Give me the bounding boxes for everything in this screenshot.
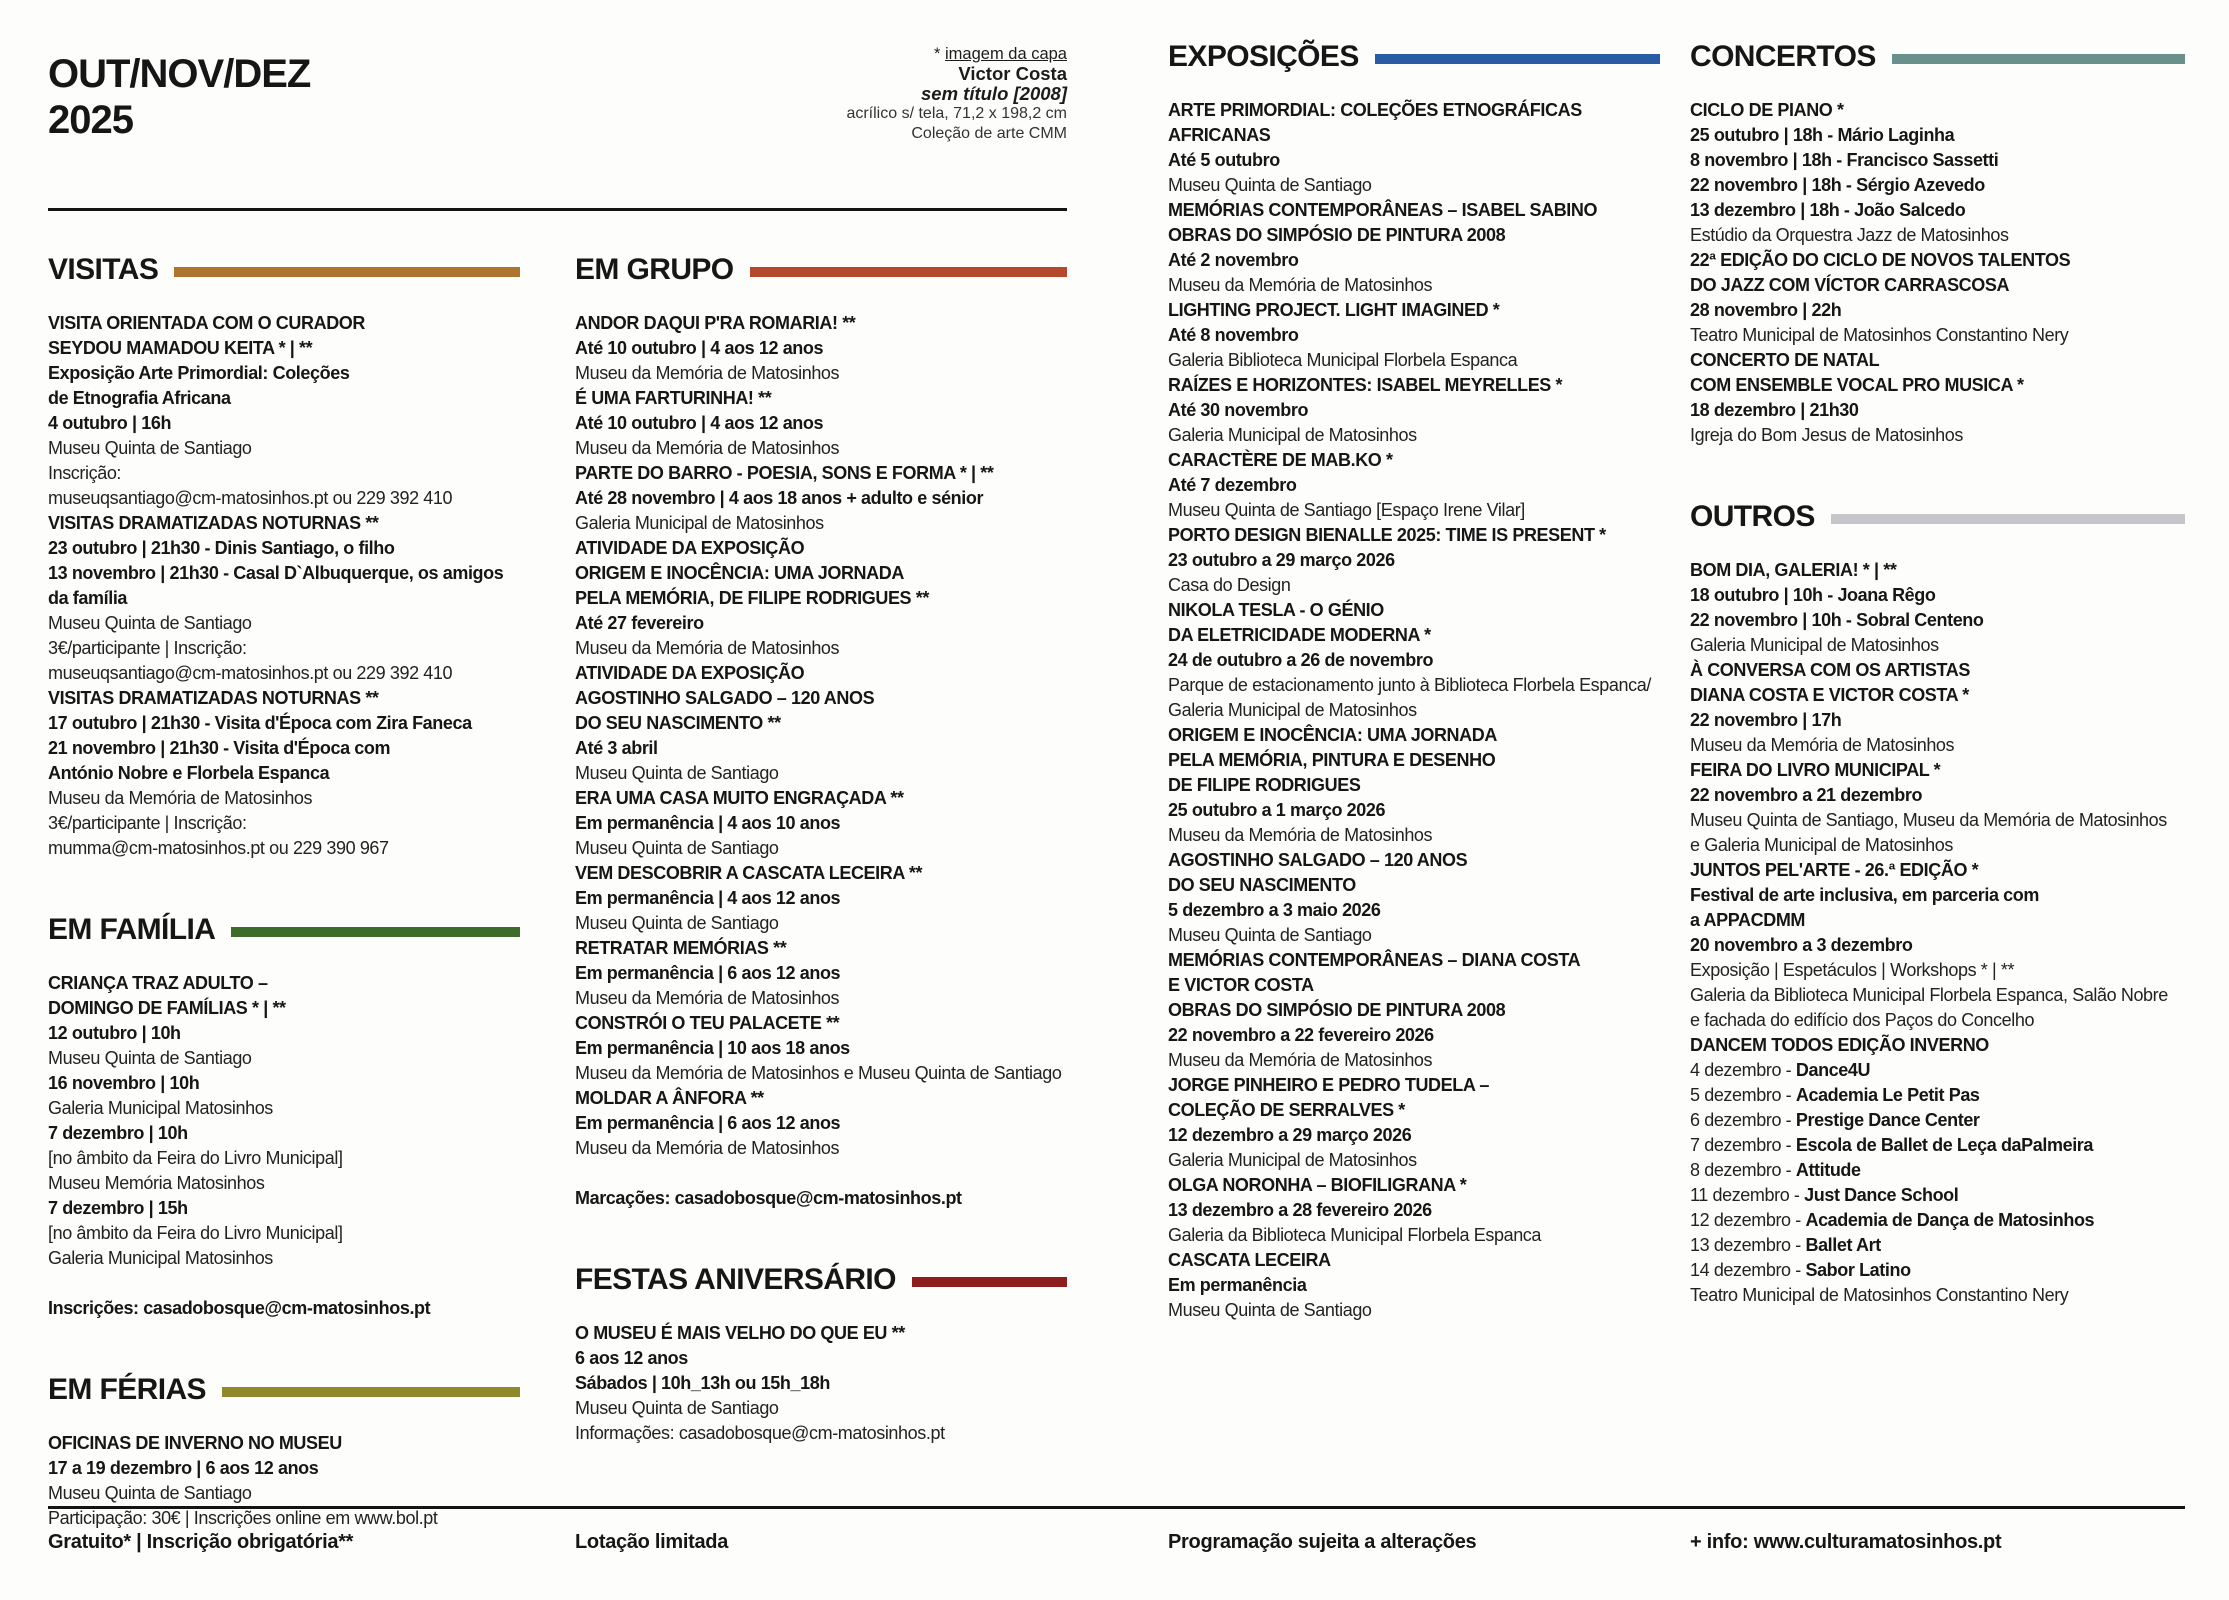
text-line: 3€/participante | Inscrição: (48, 813, 247, 833)
text-line: DO JAZZ COM VÍCTOR CARRASCOSA (1690, 275, 2010, 295)
section-heading-outros (1690, 500, 2185, 534)
text-line: e Galeria Municipal de Matosinhos (1690, 835, 1953, 855)
text-segment-bold: Attitude (1795, 1160, 1861, 1180)
text-line: Museu Quinta de Santiago (48, 1048, 252, 1068)
text-line: 4 outubro | 16h (48, 413, 172, 433)
text-line: RAÍZES E HORIZONTES: ISABEL MEYRELLES * (1168, 375, 1563, 395)
text-line: e fachada do edifício dos Paços do Concelho (1690, 1010, 2035, 1030)
text-line: Estúdio da Orquestra Jazz de Matosinhos (1690, 225, 2009, 245)
text-segment-bold: Academia Le Petit Pas (1795, 1085, 1980, 1105)
text-line (1690, 1133, 2185, 1158)
column-1 (48, 253, 520, 1531)
text-line: museuqsantiago@cm-matosinhos.pt ou 229 392 410 (48, 488, 453, 508)
text-line: COLEÇÃO DE SERRALVES * (1168, 1100, 1405, 1120)
text-line: Até 2 novembro (1168, 250, 1299, 270)
text-line: Em permanência | 6 aos 12 anos (575, 1113, 841, 1133)
page-title-line1: OUT/NOV/DEZ (48, 52, 311, 96)
text-line: DO SEU NASCIMENTO ** (575, 713, 781, 733)
text-line: Inscrições: casadobosque@cm-matosinhos.pt (48, 1298, 431, 1318)
text-line: 17 outubro | 21h30 - Visita d'Época com Zira Faneca (48, 713, 472, 733)
text-line: Até 10 outubro | 4 aos 12 anos (575, 413, 824, 433)
text-line: OBRAS DO SIMPÓSIO DE PINTURA 2008 (1168, 1000, 1506, 1020)
section-color-bar (174, 267, 520, 277)
text-line (1690, 1258, 2185, 1283)
section-em-familia (48, 913, 520, 1321)
text-line: DOMINGO DE FAMÍLIAS * | ** (48, 998, 286, 1018)
text-segment-bold: Sabor Latino (1805, 1260, 1911, 1280)
credit-asterisk: * (933, 45, 945, 63)
text-segment-bold: Ballet Art (1805, 1235, 1881, 1255)
section-body (48, 971, 520, 1321)
text-line: museuqsantiago@cm-matosinhos.pt ou 229 392 410 (48, 663, 453, 683)
text-segment: 8 dezembro - (1690, 1160, 1796, 1180)
text-line: MEMÓRIAS CONTEMPORÂNEAS – DIANA COSTA (1168, 950, 1581, 970)
text-line: Em permanência | 6 aos 12 anos (575, 963, 841, 983)
text-line: ATIVIDADE DA EXPOSIÇÃO (575, 663, 805, 683)
text-line: OFICINAS DE INVERNO NO MUSEU (48, 1433, 342, 1453)
text-line: Museu Quinta de Santiago (575, 913, 779, 933)
text-line: VEM DESCOBRIR A CASCATA LECEIRA ** (575, 863, 923, 883)
text-line: 13 dezembro a 28 fevereiro 2026 (1168, 1200, 1432, 1220)
text-line: 5 dezembro a 3 maio 2026 (1168, 900, 1381, 920)
text-line: Museu da Memória de Matosinhos (1690, 735, 1955, 755)
text-line: CONCERTO DE NATAL (1690, 350, 1880, 370)
section-exposicoes (1168, 40, 1660, 1323)
text-line: Museu Quinta de Santiago (48, 1483, 252, 1503)
text-line: Museu da Memória de Matosinhos (1168, 825, 1433, 845)
text-line: MEMÓRIAS CONTEMPORÂNEAS – ISABEL SABINO (1168, 200, 1598, 220)
text-line: CICLO DE PIANO * (1690, 100, 1844, 120)
section-heading-visitas (48, 253, 520, 287)
text-line: OLGA NORONHA – BIOFILIGRANA * (1168, 1175, 1467, 1195)
section-body (1690, 98, 2185, 448)
text-line: Festival de arte inclusiva, em parceria com (1690, 885, 2039, 905)
text-line: Museu Quinta de Santiago (1168, 925, 1372, 945)
section-heading-concertos (1690, 40, 2185, 74)
text-line: Até 28 novembro | 4 aos 18 anos + adulto e sénior (575, 488, 984, 508)
text-line: Museu da Memória de Matosinhos (1168, 1050, 1433, 1070)
text-line: AGOSTINHO SALGADO – 120 ANOS (1168, 850, 1468, 870)
text-line: Museu da Memória de Matosinhos (575, 988, 840, 1008)
text-line (1690, 1183, 2185, 1208)
section-title: FESTAS ANIVERSÁRIO (575, 1263, 896, 1296)
text-segment-bold: Just Dance School (1804, 1185, 1959, 1205)
section-body (575, 311, 1067, 1211)
column-3 (1168, 40, 1660, 1323)
text-line (575, 1161, 1067, 1186)
text-line: Galeria Municipal de Matosinhos (1168, 1150, 1417, 1170)
text-line: COM ENSEMBLE VOCAL PRO MUSICA * (1690, 375, 2024, 395)
text-line: JORGE PINHEIRO E PEDRO TUDELA – (1168, 1075, 1489, 1095)
text-line: de Etnografia Africana (48, 388, 231, 408)
cover-credit (846, 40, 1067, 144)
text-line: 6 aos 12 anos (575, 1348, 688, 1368)
text-line: Até 30 novembro (1168, 400, 1309, 420)
text-line: Até 7 dezembro (1168, 475, 1297, 495)
text-line: CARACTÈRE DE MAB.KO * (1168, 450, 1393, 470)
text-line: É UMA FARTURINHA! ** (575, 388, 772, 408)
text-line (1690, 1208, 2185, 1233)
text-segment: 7 dezembro - (1690, 1135, 1796, 1155)
text-segment: 4 dezembro - (1690, 1060, 1796, 1080)
section-festas-aniversario (575, 1263, 1067, 1446)
text-line: DE FILIPE RODRIGUES (1168, 775, 1361, 795)
section-heading-festas-aniversario (575, 1263, 1067, 1297)
page-title-line2: 2025 (48, 97, 133, 142)
footer-note-lotacao: Lotação limitada (575, 1531, 729, 1553)
text-line: Museu Quinta de Santiago (1168, 1300, 1372, 1320)
text-line: AGOSTINHO SALGADO – 120 ANOS (575, 688, 875, 708)
text-segment: 14 dezembro - (1690, 1260, 1806, 1280)
text-segment-bold: Academia de Dança de Matosinhos (1805, 1210, 2095, 1230)
text-line: mumma@cm-matosinhos.pt ou 229 390 967 (48, 838, 389, 858)
left-half (48, 40, 1067, 1531)
section-title: OUTROS (1690, 500, 1815, 533)
text-line: 3€/participante | Inscrição: (48, 638, 247, 658)
section-heading-em-grupo (575, 253, 1067, 287)
section-visitas (48, 253, 520, 861)
text-line (1690, 1058, 2185, 1083)
text-line: Museu da Memória de Matosinhos (48, 788, 313, 808)
text-line: FEIRA DO LIVRO MUNICIPAL * (1690, 760, 1941, 780)
text-line: Galeria Municipal de Matosinhos (1168, 425, 1417, 445)
text-line: ANDOR DAQUI P'RA ROMARIA! ** (575, 313, 856, 333)
text-line (48, 1271, 520, 1296)
text-line: 7 dezembro | 10h (48, 1123, 188, 1143)
text-line: ATIVIDADE DA EXPOSIÇÃO (575, 538, 805, 558)
text-line: À CONVERSA COM OS ARTISTAS (1690, 660, 1970, 680)
text-line: 17 a 19 dezembro | 6 aos 12 anos (48, 1458, 319, 1478)
text-line: 12 dezembro a 29 março 2026 (1168, 1125, 1412, 1145)
section-title: EXPOSIÇÕES (1168, 40, 1359, 73)
text-line: 22 novembro | 18h - Sérgio Azevedo (1690, 175, 1985, 195)
text-line: Informações: casadobosque@cm-matosinhos.pt (575, 1423, 945, 1443)
text-line: 22 novembro a 21 dezembro (1690, 785, 1923, 805)
text-line: 7 dezembro | 15h (48, 1198, 188, 1218)
section-em-grupo (575, 253, 1067, 1211)
section-color-bar (222, 1387, 520, 1397)
text-line: Museu Quinta de Santiago, Museu da Memória de Matosinhos (1690, 810, 2167, 830)
text-line: Sábados | 10h_13h ou 15h_18h (575, 1373, 830, 1393)
cover-credit-collection: Coleção de arte CMM (911, 125, 1067, 142)
cover-credit-caption (846, 44, 1067, 64)
text-line: Em permanência (1168, 1275, 1307, 1295)
cover-credit-medium: acrílico s/ tela, 71,2 x 198,2 cm (846, 105, 1067, 122)
footer-note-gratuito: Gratuito* | Inscrição obrigatória** (48, 1531, 354, 1553)
text-line: 23 outubro a 29 março 2026 (1168, 550, 1395, 570)
text-line: 8 novembro | 18h - Francisco Sassetti (1690, 150, 1999, 170)
section-concertos (1690, 40, 2185, 448)
columns-layout (48, 40, 2185, 1531)
text-line: O MUSEU É MAIS VELHO DO QUE EU ** (575, 1323, 905, 1343)
text-line (1690, 1108, 2185, 1133)
text-line: AFRICANAS (1168, 125, 1271, 145)
text-line: SEYDOU MAMADOU KEITA * | ** (48, 338, 313, 358)
left-columns (48, 253, 1067, 1531)
text-line: Galeria da Biblioteca Municipal Florbela Espanca, Salão Nobre (1690, 985, 2168, 1005)
text-line: ERA UMA CASA MUITO ENGRAÇADA ** (575, 788, 904, 808)
text-line: Exposição | Espetáculos | Workshops * | ** (1690, 960, 2015, 980)
text-line: PARTE DO BARRO - POESIA, SONS E FORMA * | ** (575, 463, 994, 483)
text-line: ARTE PRIMORDIAL: COLEÇÕES ETNOGRÁFICAS (1168, 100, 1582, 120)
cover-credit-link: imagem da capa (945, 45, 1067, 63)
text-line (1690, 1083, 2185, 1108)
text-line: Até 27 fevereiro (575, 613, 704, 633)
section-color-bar (1831, 514, 2185, 524)
section-color-bar (1375, 54, 1660, 64)
section-heading-em-familia (48, 913, 520, 947)
text-line: PELA MEMÓRIA, PINTURA E DESENHO (1168, 750, 1496, 770)
text-line: MOLDAR A ÂNFORA ** (575, 1088, 764, 1108)
text-line: Em permanência | 4 aos 12 anos (575, 888, 841, 908)
text-line: Museu Quinta de Santiago (575, 838, 779, 858)
text-line: 22 novembro | 10h - Sobral Centeno (1690, 610, 1984, 630)
text-line: Galeria Municipal de Matosinhos (1168, 700, 1417, 720)
text-segment-bold: Escola de Ballet de Leça daPalmeira (1795, 1135, 2094, 1155)
cover-credit-artist: Victor Costa (958, 63, 1067, 84)
text-line: [no âmbito da Feira do Livro Municipal] (48, 1223, 343, 1243)
text-segment: 5 dezembro - (1690, 1085, 1796, 1105)
text-line: [no âmbito da Feira do Livro Municipal] (48, 1148, 343, 1168)
text-line: 24 de outubro a 26 de novembro (1168, 650, 1434, 670)
section-title: EM FÉRIAS (48, 1373, 206, 1406)
text-segment: 13 dezembro - (1690, 1235, 1806, 1255)
text-line: Museu da Memória de Matosinhos e Museu Quinta de Santiago (575, 1063, 1062, 1083)
text-line: Exposição Arte Primordial: Coleções (48, 363, 350, 383)
text-line: Museu da Memória de Matosinhos (575, 638, 840, 658)
section-title: EM GRUPO (575, 253, 734, 286)
text-line: JUNTOS PEL'ARTE - 26.ª EDIÇÃO * (1690, 860, 1979, 880)
text-line: VISITAS DRAMATIZADAS NOTURNAS ** (48, 688, 379, 708)
text-line: Até 5 outubro (1168, 150, 1280, 170)
text-line: RETRATAR MEMÓRIAS ** (575, 938, 787, 958)
text-line: Parque de estacionamento junto à Biblioteca Florbela Espanca/ (1168, 675, 1651, 695)
text-line: Museu da Memória de Matosinhos (575, 1138, 840, 1158)
text-line: Museu da Memória de Matosinhos (1168, 275, 1433, 295)
section-heading-em-ferias (48, 1373, 520, 1407)
text-line: 18 dezembro | 21h30 (1690, 400, 1859, 420)
text-line: Museu Quinta de Santiago (48, 613, 252, 633)
text-line: 20 novembro a 3 dezembro (1690, 935, 1913, 955)
text-line: CASCATA LECEIRA (1168, 1250, 1331, 1270)
text-line: 25 outubro | 18h - Mário Laginha (1690, 125, 1955, 145)
text-line: Galeria Municipal de Matosinhos (575, 513, 824, 533)
text-line: Participação: 30€ | Inscrições online em www.bol.pt (48, 1508, 438, 1528)
section-title: CONCERTOS (1690, 40, 1876, 73)
text-line: E VICTOR COSTA (1168, 975, 1314, 995)
text-line: a APPACDMM (1690, 910, 1806, 930)
text-line: ORIGEM E INOCÊNCIA: UMA JORNADA (575, 563, 904, 583)
text-line: Museu da Memória de Matosinhos (575, 363, 840, 383)
text-line (1690, 1233, 2185, 1258)
section-body (575, 1321, 1067, 1446)
section-body (1168, 98, 1660, 1323)
column-4 (1690, 40, 2185, 1308)
footer-note-info: + info: www.culturamatosinhos.pt (1690, 1531, 2002, 1553)
text-line: Casa do Design (1168, 575, 1291, 595)
text-line: 28 novembro | 22h (1690, 300, 1842, 320)
text-line: António Nobre e Florbela Espanca (48, 763, 330, 783)
section-color-bar (750, 267, 1067, 277)
text-line: Até 3 abril (575, 738, 658, 758)
text-line: DANCEM TODOS EDIÇÃO INVERNO (1690, 1035, 1989, 1055)
footer-note-programacao: Programação sujeita a alterações (1168, 1531, 1477, 1553)
page-header (48, 40, 1067, 168)
text-line: Museu Memória Matosinhos (48, 1173, 265, 1193)
section-body (1690, 558, 2185, 1308)
text-line: 22 novembro a 22 fevereiro 2026 (1168, 1025, 1434, 1045)
text-line: VISITAS DRAMATIZADAS NOTURNAS ** (48, 513, 379, 533)
section-color-bar (1892, 54, 2185, 64)
header-divider (48, 208, 1067, 211)
text-line: Teatro Municipal de Matosinhos Constantino Nery (1690, 325, 2069, 345)
section-title: EM FAMÍLIA (48, 913, 216, 946)
text-line: da família (48, 588, 128, 608)
section-outros (1690, 500, 2185, 1308)
text-segment-bold: Prestige Dance Center (1795, 1110, 1980, 1130)
text-segment: 11 dezembro - (1690, 1185, 1805, 1205)
text-line: PELA MEMÓRIA, DE FILIPE RODRIGUES ** (575, 588, 929, 608)
page-title (48, 40, 310, 143)
text-line: ORIGEM E INOCÊNCIA: UMA JORNADA (1168, 725, 1497, 745)
section-color-bar (912, 1277, 1067, 1287)
text-line: Museu Quinta de Santiago (48, 438, 252, 458)
text-line: Teatro Municipal de Matosinhos Constantino Nery (1690, 1285, 2069, 1305)
text-line: Galeria Municipal Matosinhos (48, 1098, 273, 1118)
text-line: DIANA COSTA E VICTOR COSTA * (1690, 685, 1969, 705)
text-segment: 12 dezembro - (1690, 1210, 1806, 1230)
text-line: PORTO DESIGN BIENALLE 2025: TIME IS PRESENT * (1168, 525, 1606, 545)
section-body (48, 311, 520, 861)
text-line: Inscrição: (48, 463, 122, 483)
text-line: Igreja do Bom Jesus de Matosinhos (1690, 425, 1963, 445)
text-line: 21 novembro | 21h30 - Visita d'Época com (48, 738, 391, 758)
text-line: Em permanência | 4 aos 10 anos (575, 813, 841, 833)
text-line: Marcações: casadobosque@cm-matosinhos.pt (575, 1188, 962, 1208)
cover-credit-work: sem título [2008] (921, 83, 1067, 104)
text-line: Museu da Memória de Matosinhos (575, 438, 840, 458)
text-line: 12 outubro | 10h (48, 1023, 181, 1043)
section-heading-exposicoes (1168, 40, 1660, 74)
text-line: 13 novembro | 21h30 - Casal D`Albuquerque, os amigos (48, 563, 504, 583)
page-footer (48, 1506, 2185, 1554)
text-line: OBRAS DO SIMPÓSIO DE PINTURA 2008 (1168, 225, 1506, 245)
text-line: CRIANÇA TRAZ ADULTO – (48, 973, 268, 993)
section-color-bar (231, 927, 520, 937)
text-line: Galeria da Biblioteca Municipal Florbela Espanca (1168, 1225, 1542, 1245)
text-line: Em permanência | 10 aos 18 anos (575, 1038, 850, 1058)
text-segment-bold: Dance4U (1795, 1060, 1871, 1080)
text-line: 22 novembro | 17h (1690, 710, 1842, 730)
text-line: Museu Quinta de Santiago [Espaço Irene Vilar] (1168, 500, 1525, 520)
text-line: DA ELETRICIDADE MODERNA * (1168, 625, 1431, 645)
text-line (1690, 1158, 2185, 1183)
text-line: VISITA ORIENTADA COM O CURADOR (48, 313, 365, 333)
text-line: LIGHTING PROJECT. LIGHT IMAGINED * (1168, 300, 1500, 320)
text-line: Galeria Biblioteca Municipal Florbela Espanca (1168, 350, 1518, 370)
text-line: NIKOLA TESLA - O GÉNIO (1168, 600, 1384, 620)
text-line: Galeria Municipal Matosinhos (48, 1248, 273, 1268)
text-line: Museu Quinta de Santiago (575, 763, 779, 783)
text-line: 25 outubro a 1 março 2026 (1168, 800, 1386, 820)
text-line: Museu Quinta de Santiago (575, 1398, 779, 1418)
column-2 (575, 253, 1067, 1531)
text-line: BOM DIA, GALERIA! * | ** (1690, 560, 1897, 580)
text-line: Museu Quinta de Santiago (1168, 175, 1372, 195)
text-line: Até 8 novembro (1168, 325, 1299, 345)
text-line: Até 10 outubro | 4 aos 12 anos (575, 338, 824, 358)
text-line: Galeria Municipal de Matosinhos (1690, 635, 1939, 655)
text-line: 23 outubro | 21h30 - Dinis Santiago, o filho (48, 538, 395, 558)
text-line: 16 novembro | 10h (48, 1073, 200, 1093)
text-line: 18 outubro | 10h - Joana Rêgo (1690, 585, 1936, 605)
text-line: DO SEU NASCIMENTO (1168, 875, 1356, 895)
text-line: 22ª EDIÇÃO DO CICLO DE NOVOS TALENTOS (1690, 250, 2071, 270)
section-title: VISITAS (48, 253, 159, 286)
text-line: CONSTRÓI O TEU PALACETE ** (575, 1013, 840, 1033)
text-segment: 6 dezembro - (1690, 1110, 1796, 1130)
text-line: 13 dezembro | 18h - João Salcedo (1690, 200, 1966, 220)
